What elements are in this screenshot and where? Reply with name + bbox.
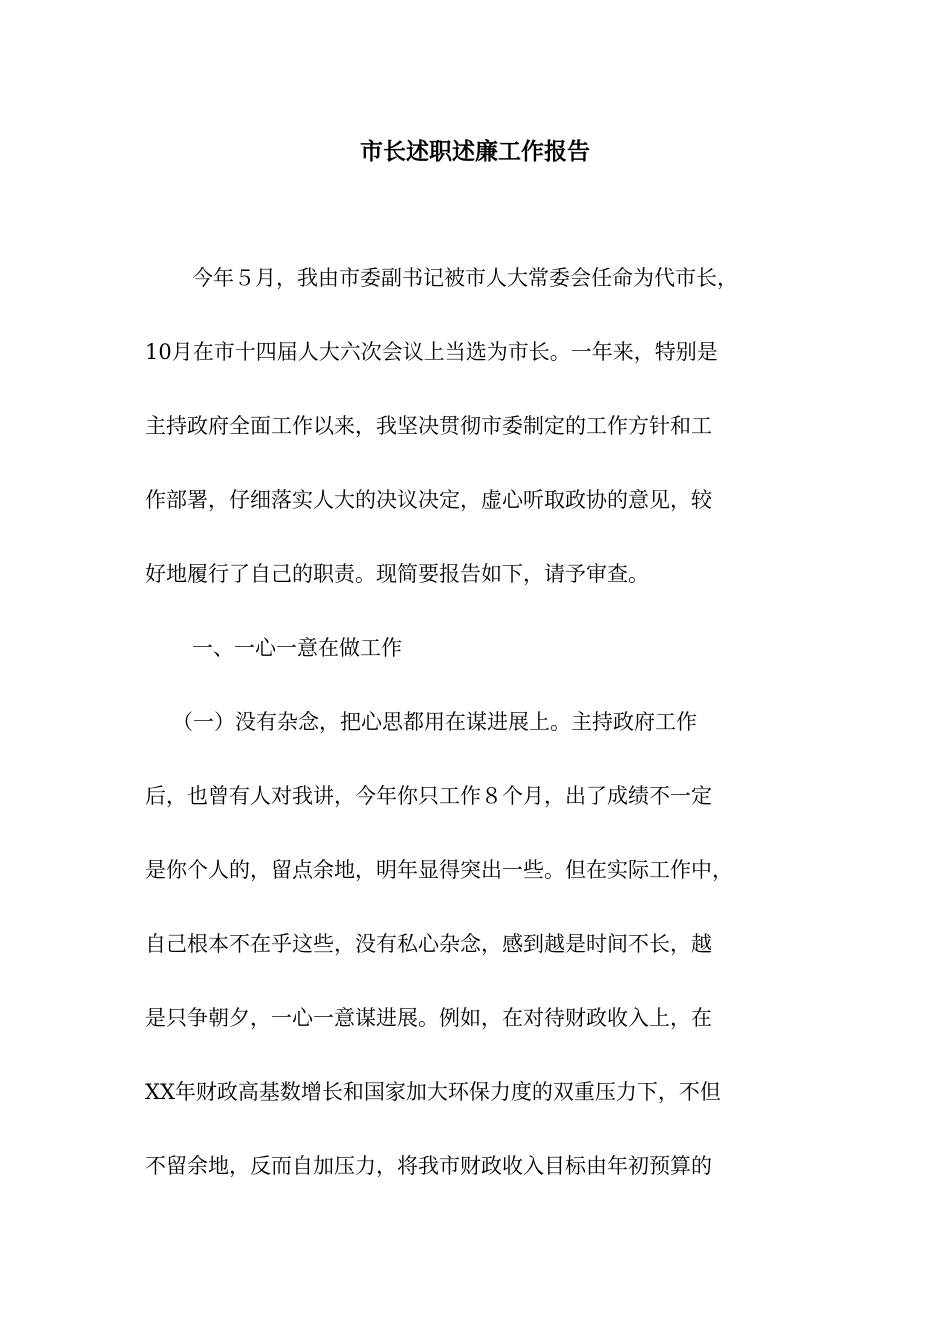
paragraph-line: 作部署，仔细落实人大的决议决定，虚心听取政协的意见，较 [145,488,712,512]
document-title: 市长述职述廉工作报告 [360,138,590,165]
paragraph-line: 好地履行了自己的职责。现简要报告如下，请予审查。 [145,562,649,586]
section-heading: 一、一心一意在做工作 [192,636,402,660]
paragraph-line: 不留余地，反而自加压力，将我市财政收入目标由年初预算的 [145,1154,712,1178]
paragraph-line: 是只争朝夕，一心一意谋进展。例如，在对待财政收入上，在 [145,1006,712,1030]
paragraph-line: 自己根本不在乎这些，没有私心杂念，感到越是时间不长，越 [145,932,712,956]
paragraph-line: （一）没有杂念，把心思都用在谋进展上。主持政府工作 [172,710,697,734]
paragraph-line: XX年财政高基数增长和国家加大环保力度的双重压力下，不但 [145,1080,721,1104]
paragraph-line: 今年５月，我由市委副书记被市人大常委会任命为代市长， [192,266,738,290]
paragraph-line: 主持政府全面工作以来，我坚决贯彻市委制定的工作方针和工 [145,414,712,438]
paragraph-line: 后，也曾有人对我讲，今年你只工作８个月，出了成绩不一定 [145,784,712,808]
paragraph-line: 10月在市十四届人大六次会议上当选为市长。一年来，特别是 [145,340,718,364]
paragraph-line: 是你个人的，留点余地，明年显得突出一些。但在实际工作中， [145,858,733,882]
